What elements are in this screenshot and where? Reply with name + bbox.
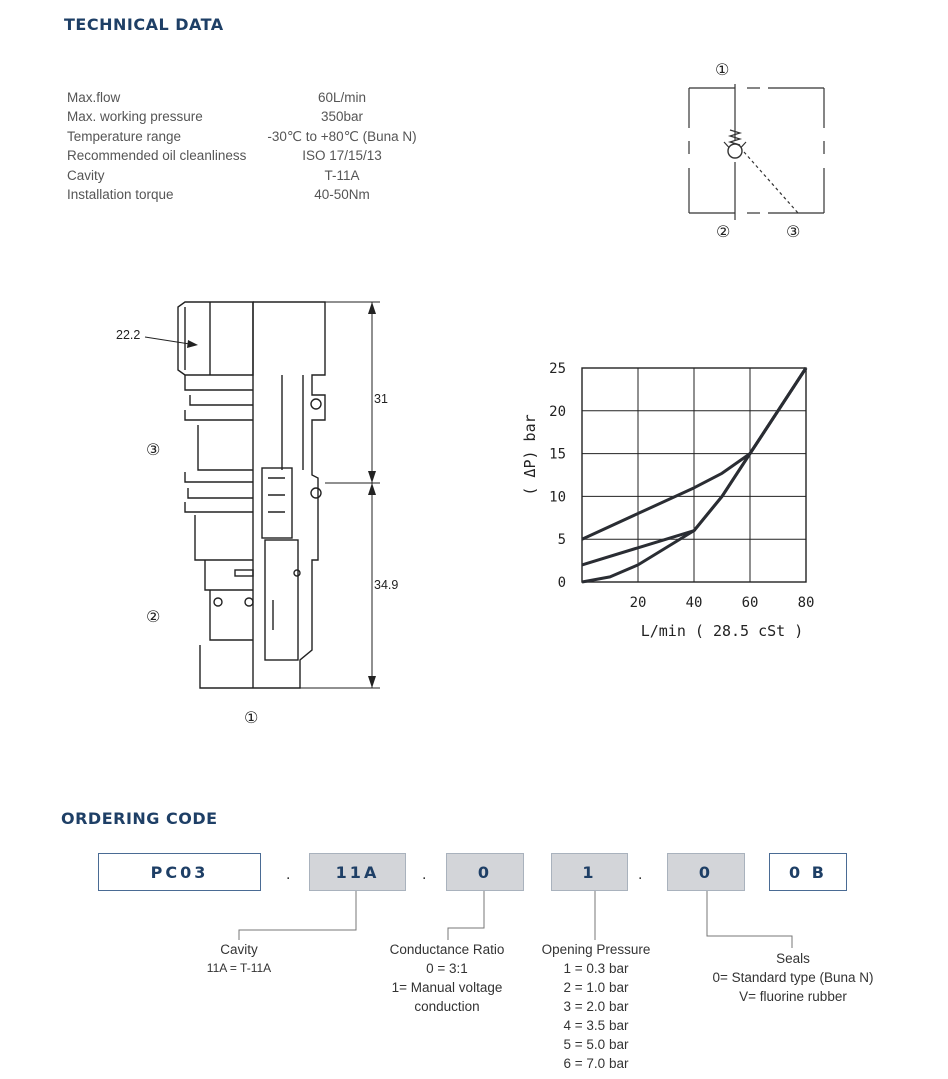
symbol-port-3: ③ (786, 222, 801, 241)
code-separator: . (286, 866, 291, 883)
chart-series-curve-b (582, 368, 806, 565)
chart-x-label: L/min ( 28.5 cSt ) (640, 622, 804, 640)
cavity-description (179, 940, 299, 977)
cavity-option: 11A = T-11A (206, 961, 272, 975)
chart-y-label: ( ΔP) bar (521, 414, 539, 496)
drawing-port-3: ③ (146, 440, 161, 459)
chart-series-curve-a (582, 368, 806, 539)
code-separator: . (422, 866, 427, 883)
spec-value: 350bar (320, 109, 364, 125)
code-box-model: PC03 (98, 853, 261, 891)
spec-label: Max.flow (67, 90, 121, 105)
seals-option: V= fluorine rubber (739, 989, 847, 1004)
dimension-upper: 31 (374, 392, 388, 406)
spec-row (67, 88, 417, 107)
spec-label: Recommended oil cleanliness (67, 148, 247, 164)
chart-y-tick: 15 (549, 446, 566, 463)
conductance-option: conduction (414, 999, 480, 1014)
cavity-title: Cavity (220, 942, 258, 957)
conductance-option: 0 = 3:1 (426, 961, 468, 976)
code-box-cavity: 11A (309, 853, 406, 891)
spec-value: 60L/min (317, 90, 367, 105)
chart-y-tick: 5 (557, 532, 566, 549)
drawing-port-2: ② (146, 607, 161, 626)
spec-label: Installation torque (67, 187, 174, 203)
chart-series-curve-c (582, 368, 806, 582)
symbol-port-2: ② (716, 222, 731, 241)
spec-label: Temperature range (67, 128, 182, 144)
opening-pressure-option: 3 = 2.0 bar (563, 999, 629, 1014)
spec-label: Max. working pressure (67, 109, 203, 125)
chart-y-tick: 20 (549, 403, 566, 420)
chart-x-tick: 80 (797, 595, 815, 611)
symbol-port-1: ① (715, 60, 730, 79)
ordering-code-heading: ORDERING CODE (61, 809, 218, 828)
chart-frame (582, 368, 806, 582)
spec-label: Cavity (67, 167, 105, 183)
spec-value: -30℃ to +80℃ (Buna N) (267, 128, 417, 144)
spec-value: 40-50Nm (314, 187, 370, 203)
code-box-opening-pressure: 1 (551, 853, 628, 891)
technical-data-heading: TECHNICAL DATA (64, 15, 224, 34)
spec-row (67, 185, 417, 204)
chart-y-tick: 10 (549, 489, 566, 506)
spec-row (67, 166, 417, 185)
chart-x-tick: 20 (629, 595, 647, 611)
code-separator: . (638, 866, 643, 883)
conductance-title: Conductance Ratio (389, 942, 505, 957)
spec-value: T-11A (324, 167, 360, 183)
chart-y-tick: 0 (557, 575, 566, 591)
spec-table (67, 88, 417, 204)
seals-description (698, 949, 888, 1006)
chart-x-tick: 60 (741, 595, 759, 611)
conductance-option: 1= Manual voltage (391, 980, 503, 995)
spec-row (67, 107, 417, 126)
opening-pressure-option: 4 = 3.5 bar (563, 1018, 629, 1033)
conductance-description (377, 940, 517, 1016)
spec-row (67, 146, 417, 165)
code-box-seals: 0 (667, 853, 745, 891)
seals-option: 0= Standard type (Buna N) (712, 970, 874, 985)
opening-pressure-option: 6 = 7.0 bar (563, 1056, 629, 1071)
opening-pressure-title: Opening Pressure (541, 942, 651, 957)
spec-value: ISO 17/15/13 (302, 148, 382, 164)
chart-y-tick: 25 (549, 361, 566, 377)
hex-size-label: 22.2 (116, 328, 141, 342)
opening-pressure-option: 2 = 1.0 bar (563, 980, 629, 995)
code-box-conductance: 0 (446, 853, 524, 891)
opening-pressure-description (531, 940, 661, 1073)
seals-title: Seals (776, 951, 810, 966)
dimension-lower: 34.9 (374, 578, 399, 592)
opening-pressure-option: 1 = 0.3 bar (563, 961, 629, 976)
code-box-suffix: 0 B (769, 853, 847, 891)
spec-row (67, 127, 417, 146)
chart-x-tick: 40 (685, 595, 703, 611)
drawing-port-1: ① (244, 708, 259, 727)
opening-pressure-option: 5 = 5.0 bar (563, 1037, 629, 1052)
